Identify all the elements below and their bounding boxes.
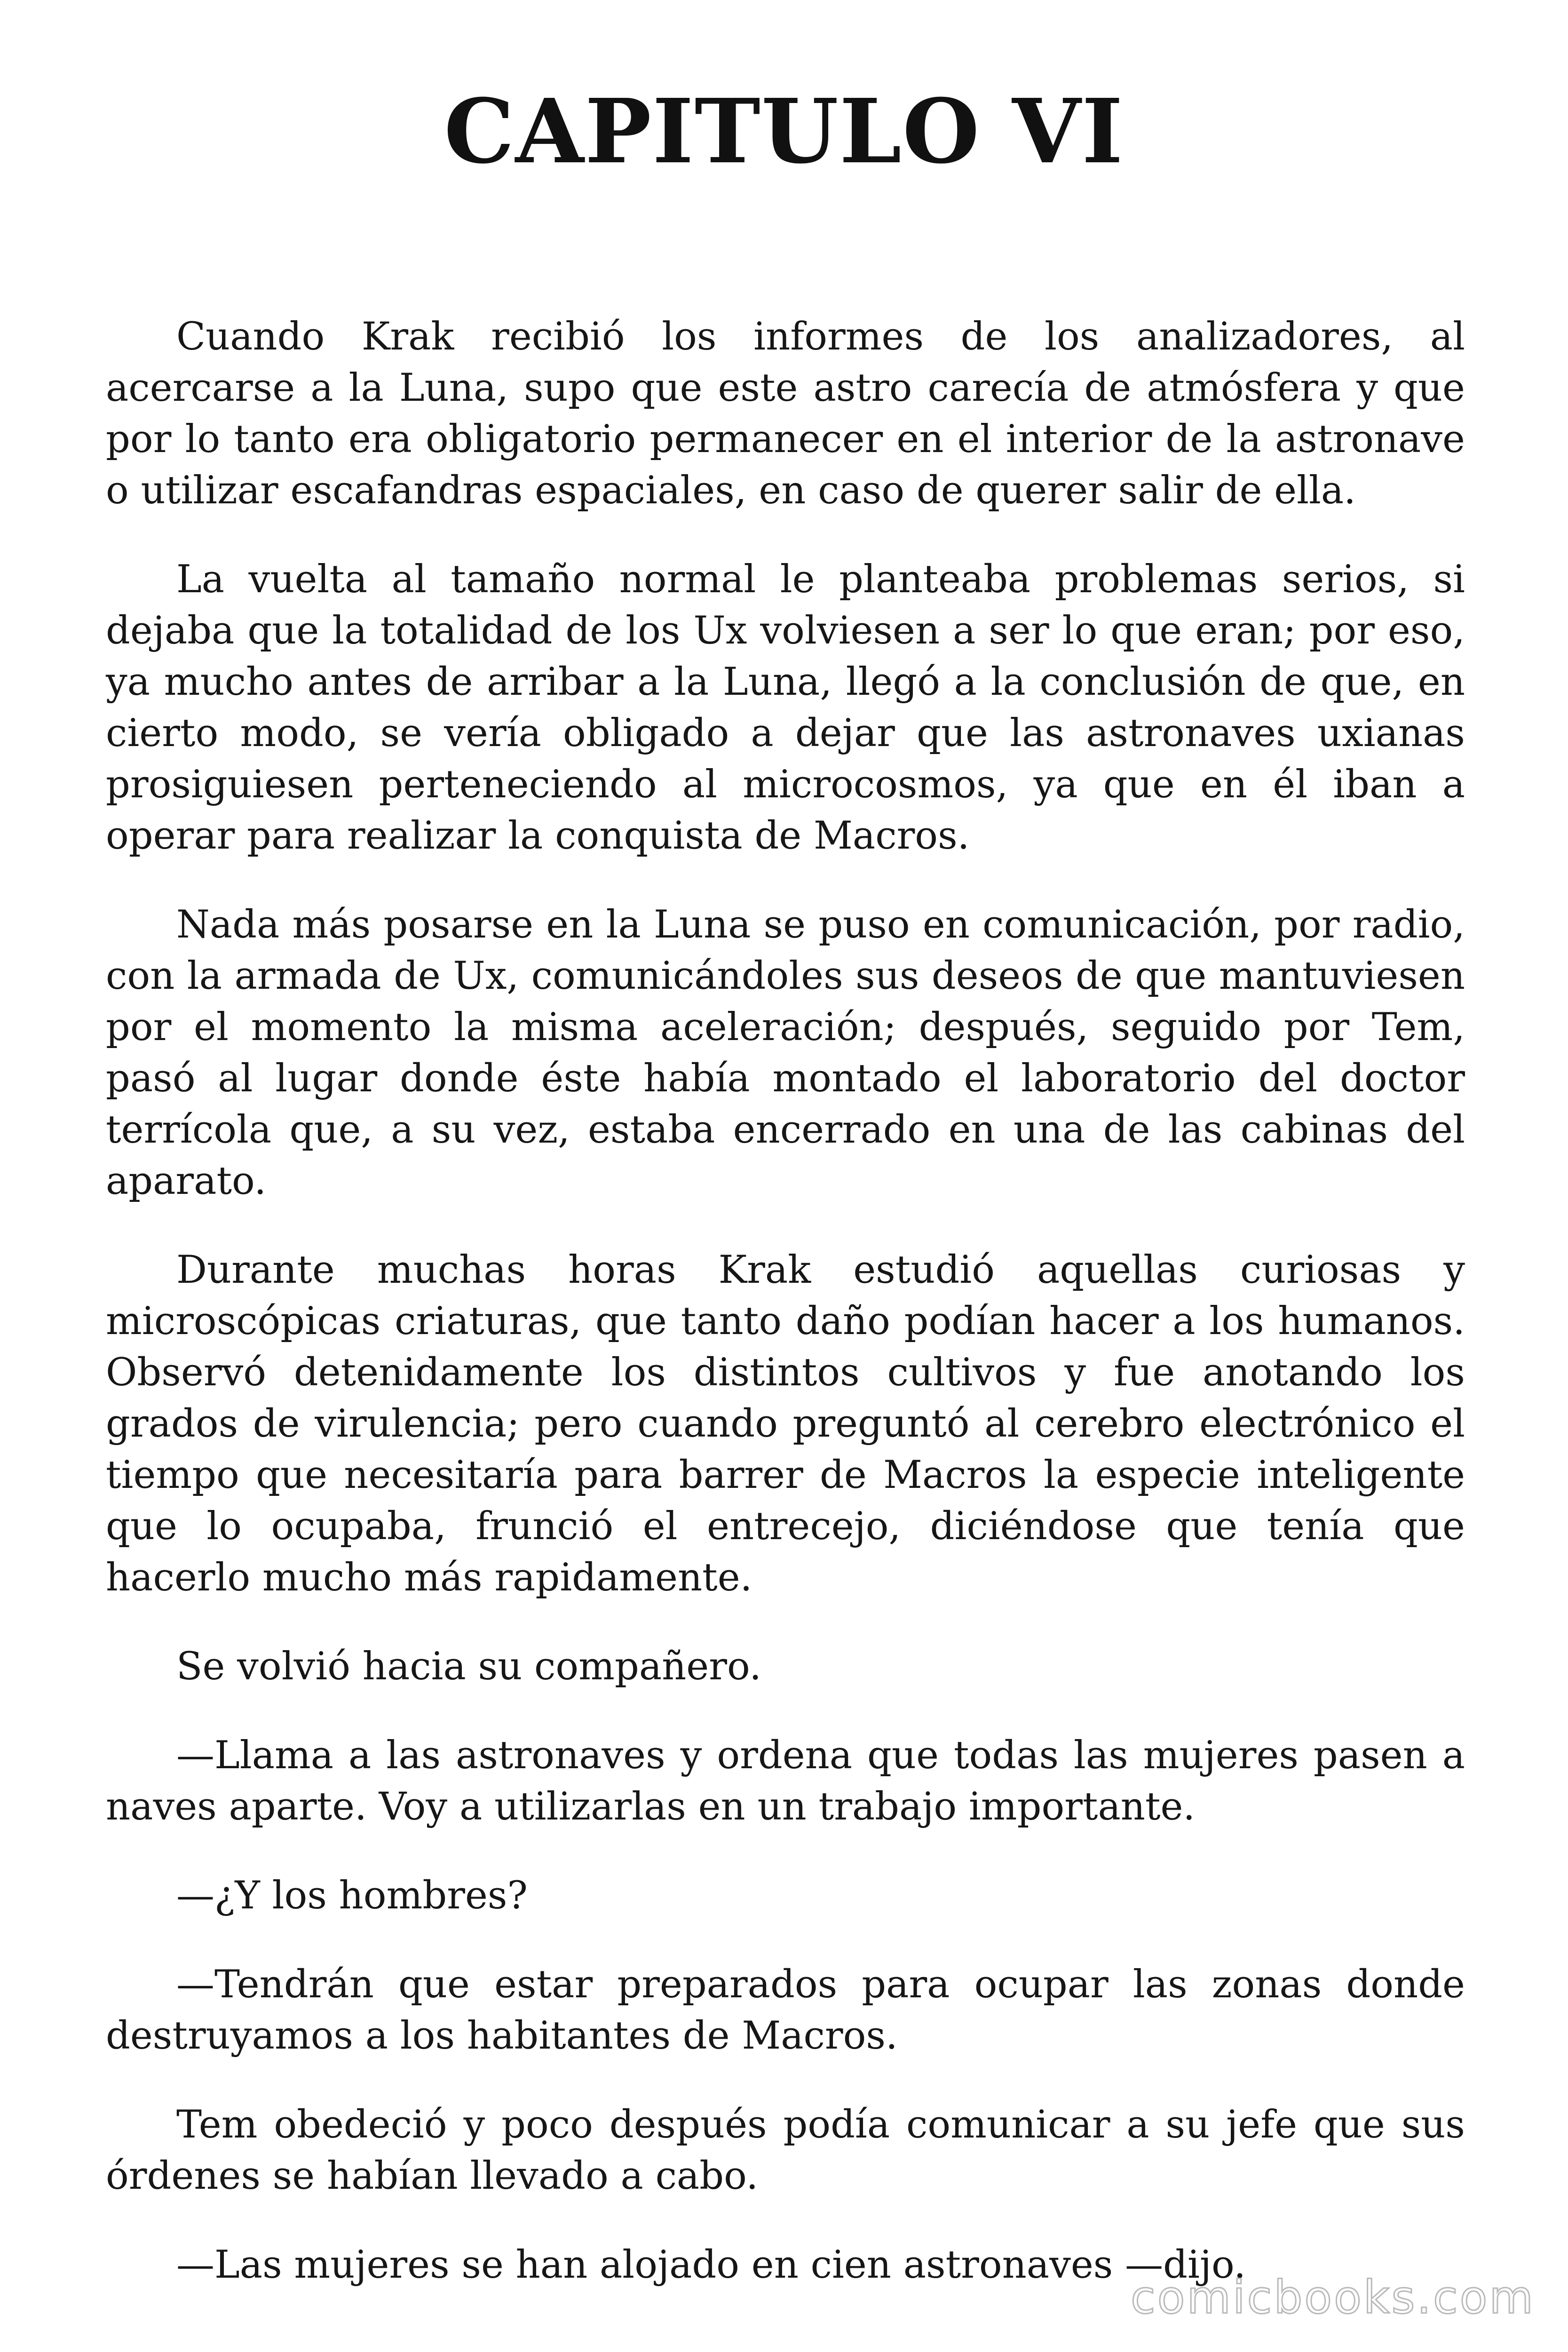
paragraph: La vuelta al tamaño normal le planteaba problemas serios, si dejaba que la totalidad de los Ux volviesen a ser lo que eran; por eso, ya mucho antes de arribar a la Luna, llegó a la conclusión de que, en cierto modo, se vería obligado a dejar que las astronaves uxianas prosiguiesen perteneciendo al microcosmos, ya que en él iban a operar para realizar la conquista de Macros. [106, 557, 1465, 858]
paragraph: Tem obedeció y poco después podía comunicar a su jefe que sus órdenes se habían llevado a cabo. [106, 2103, 1465, 2198]
paragraph: Cuando Krak recibió los informes de los analizadores, al acercarse a la Luna, supo que este astro carecía de atmósfera y que por lo tanto era obligatorio permanecer en el interior de la astronave o utilizar escafandras espaciales, en caso de querer salir de ella. [106, 315, 1465, 513]
watermark: comicbooks.com [1130, 2271, 1535, 2324]
paragraph: —¿Y los hombres? [176, 1874, 528, 1918]
paragraph: —Llama a las astronaves y ordena que todas las mujeres pasen a naves aparte. Voy a utilizarlas en un trabajo importante. [106, 1733, 1465, 1829]
chapter-body [106, 311, 1465, 2328]
paragraph: Durante muchas horas Krak estudió aquellas curiosas y microscópicas criaturas, que tanto daño podían hacer a los humanos. Observó detenidamente los distintos cultivos y fue anotando los grados de virulencia; pero cuando preguntó al cerebro electrónico el tiempo que necesitaría para barrer de Macros la especie inteligente que lo ocupaba, frunció el entrecejo, diciéndose que tenía que hacerlo mucho más rapidamente. [106, 1248, 1465, 1600]
chapter-title: CAPITULO VI [444, 79, 1124, 183]
paragraph: —Tendrán que estar preparados para ocupar las zonas donde destruyamos a los habitantes de Macros. [106, 1963, 1465, 2058]
paragraph: Se volvió hacia su compañero. [176, 1645, 762, 1689]
paragraph: —Las mujeres se han alojado en cien astronaves —dijo. [176, 2243, 1246, 2287]
paragraph: Nada más posarse en la Luna se puso en comunicación, por radio, con la armada de Ux, comunicándoles sus deseos de que mantuviesen por el momento la misma aceleración; después, seguido por Tem, pasó al lugar donde éste había montado el laboratorio del doctor terrícola que, a su vez, estaba encerrado en una de las cabinas del aparato. [106, 903, 1465, 1203]
